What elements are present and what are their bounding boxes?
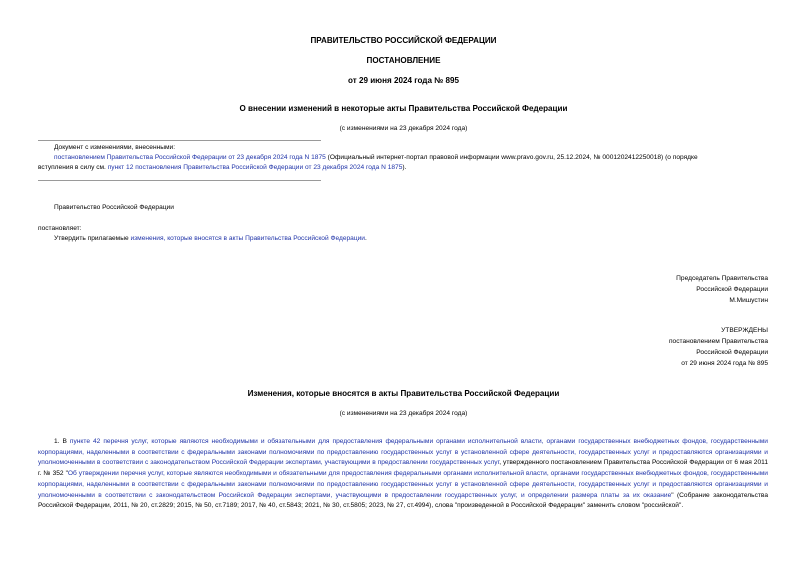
signature-position: Председатель Правительства [676, 275, 768, 282]
top-divider [38, 140, 321, 141]
approve-paragraph: Утвердить прилагаемые изменения, которые вносятся в акты Правительства Российской Федерации. [54, 235, 367, 242]
approval-heading: УТВЕРЖДЕНЫ [721, 327, 768, 334]
approval-line-3: Российской Федерации [696, 349, 768, 356]
authority-text: Правительство Российской Федерации [54, 204, 174, 211]
bottom-divider [38, 180, 321, 181]
annex-revision: (с изменениями на 23 декабря 2024 года) [339, 410, 468, 417]
effective-date-link[interactable]: пункт 12 постановления Правительства Российской Федерации от 23 декабря 2024 года N 1875 [107, 164, 403, 171]
approval-line-4: от 29 июня 2024 года № 895 [681, 360, 768, 367]
document-date-number: от 29 июня 2024 года № 895 [348, 76, 459, 85]
changes-heading: Документ с изменениями, внесенными: [54, 144, 176, 151]
government-name: ПРАВИТЕЛЬСТВО РОССИЙСКОЙ ФЕДЕРАЦИИ [310, 36, 497, 45]
revision-note: (с изменениями на 23 декабря 2024 года) [339, 125, 468, 132]
changes-line-2: вступления в силу см. пункт 12 постановления Правительства Российской Федерации от 23 декабря 2024 года N 1875). [38, 164, 407, 171]
approval-line-2: постановлением Правительства [668, 338, 768, 345]
amending-act-link[interactable]: постановлением Правительства Российской Федерации от 23 декабря 2024 года N 1875 [54, 154, 326, 161]
signature-country: Российской Федерации [696, 286, 768, 293]
changes-line-1: постановлением Правительства Российской Федерации от 23 декабря 2024 года N 1875 (Официальный интернет-портал правовой информации www.pravo.gov.ru, 25.12.2024, № 0001202412250018) (о порядке [54, 154, 698, 161]
decides-text: постановляет: [38, 225, 82, 232]
annex-link[interactable]: изменения, которые вносятся в акты Правительства Российской Федерации [130, 235, 365, 242]
annex-paragraph-1: 1. В пункте 42 перечня услуг, которые являются необходимыми и обязательными для предоставления федеральными органами исполнительной власти, органами государственных внебюджетных фондов, государственными корпорациями, наделенными в соответствии с федеральными законами полномочиями по предоставлению государственных услуг в установленной сфере деятельности, государственных услуг и предоставляются организациями и уполномоченными в соответствии с законодательством Российской Федерации экспертами, участвующими в предоставлении государственных услуг, утвержденного постановлением Правительства Российской Федерации от 6 мая 2011 г. № 352 "Об утверждении перечня услуг, которые являются необходимыми и обязательными для предоставления федеральными органами исполнительной власти, органами государственных внебюджетных фондов, государственными корпорациями, наделенными в соответствии с федеральными законами полномочиями по предоставлению государственных услуг в установленной сфере деятельности, государственных услуг и предоставляются организациями и уполномоченными в соответствии с законодательством Российской Федерации экспертами, участвующими в предоставлении государственных услуг, и определении размера платы за их оказание" (Собрание законодательства Российской Федерации, 2011, № 20, ст.2829; 2015, № 50, ст.7189; 2017, № 40, ст.5843; 2021, № 30, ст.5805; 2023, № 27, ст.4994), слова "произведенной в Российской Федерации" заменить словом "российской". [38, 438, 769, 510]
document-type: ПОСТАНОВЛЕНИЕ [366, 56, 441, 65]
signature-name: М.Мишустин [729, 297, 768, 304]
resolution-352-link[interactable]: Об утверждении перечня услуг, которые являются необходимыми и обязательными для предоставления федеральными органами исполнительной власти, органами государственных внебюджетных фондов, государственными корпорациями, наделенными в соответствии с федеральными законами полномочиями по предоставлению государственных услуг в установленной сфере деятельности, государственных услуг и предоставляются организациями и уполномоченными в соответствии с законодательством Российской Федерации экспертами, участвующими в предоставлении государственных услуг, и определении размера платы за их оказание [38, 470, 768, 499]
services-list-link[interactable]: пункте 42 перечня услуг, которые являются необходимыми и обязательными для предоставления федеральными органами исполнительной власти, органами государственных внебюджетных фондов, государственными корпорациями, наделенными в соответствии с федеральными законами полномочиями по предоставлению государственных услуг в установленной сфере деятельности, государственных услуг и предоставляются организациями и уполномоченными в соответствии с законодательством Российской Федерации экспертами, участвующими в предоставлении государственных услуг [38, 438, 768, 467]
annex-title: Изменения, которые вносятся в акты Правительства Российской Федерации [247, 389, 560, 398]
document-title: О внесении изменений в некоторые акты Правительства Российской Федерации [239, 104, 568, 113]
